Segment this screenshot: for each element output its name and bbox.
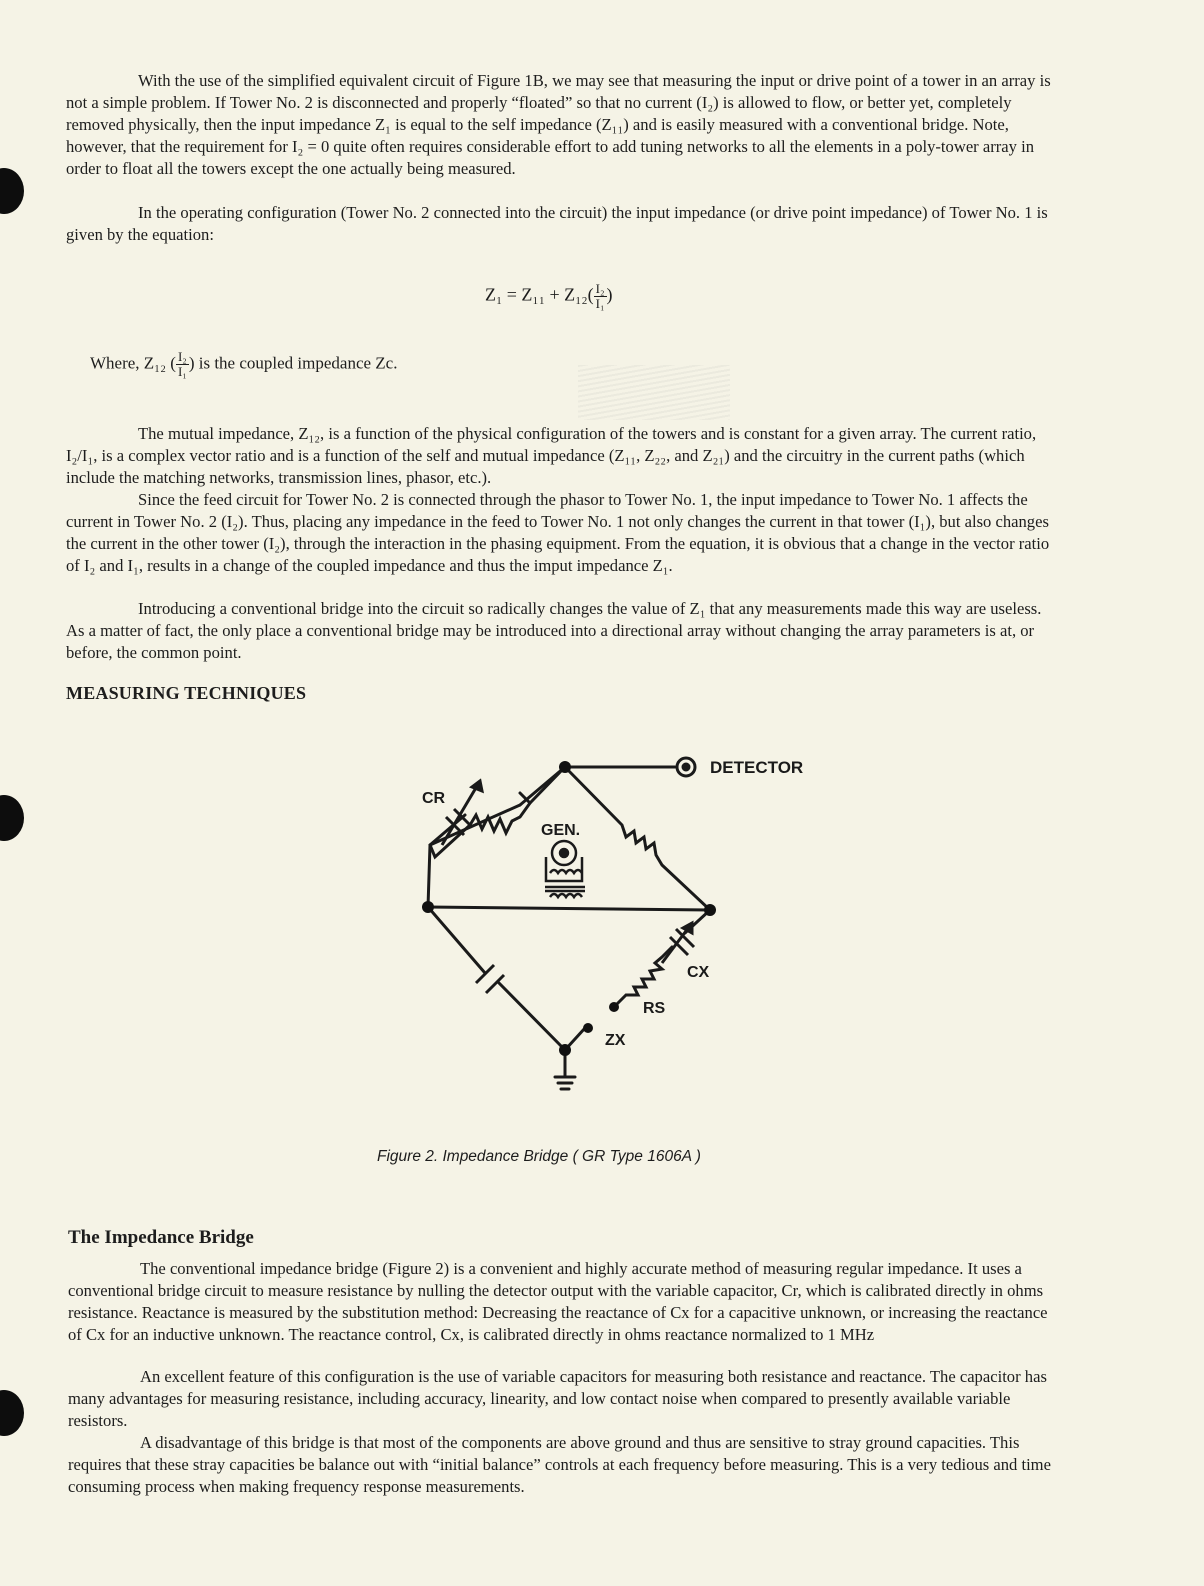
intro-paragraph-2: In the operating configuration (Tower No. 2 connected into the circuit) the input impedance (or drive point impedance) of Tower No. 1 is given by the equation: bbox=[66, 203, 1048, 244]
paper-smudge bbox=[578, 365, 730, 420]
zx-label: ZX bbox=[605, 1032, 626, 1049]
bridge-paragraph-3: A disadvantage of this bridge is that most of the components are above ground and thus are sensitive to stray ground capacities. This requires that these stray capacities be balance out with “initial balance” controls at each frequency before measuring. This is a very tedious and time consuming process when making frequency response measurements. bbox=[68, 1433, 1051, 1496]
figure-caption: Figure 2. Impedance Bridge ( GR Type 1606A ) bbox=[377, 1148, 701, 1165]
mutual-impedance-paragraph: The mutual impedance, Z₁₂, is a function of the physical configuration of the towers and is constant for a given array. The current ratio, I₂/I₁, is a complex vector ratio and is a function of the self and mutual impedance (Z₁₁, Z₂₂, and Z₂₁) and the circuitry in the current paths (which include the matching networks, transmission lines, phasor, etc.). bbox=[66, 424, 1037, 487]
gen-label: GEN. bbox=[541, 822, 581, 839]
punch-hole-top bbox=[0, 168, 24, 214]
detector-label: DETECTOR bbox=[710, 758, 804, 777]
feed-circuit-paragraph: Since the feed circuit for Tower No. 2 is connected through the phasor to Tower No. 1, the input impedance to Tower No. 1 affects the current in Tower No. 2 (I₂). Thus, placing any impedance in the feed to Tower No. 1 not only changes the current in that tower (I₁), but also changes the current in the other tower (I₂), through the interaction in the phasing equipment. From the equation, it is obvious that a change in the vector ratio of I₂ and I₁, results in a change of the coupled impedance and thus the imput impedance Z₁. bbox=[66, 490, 1050, 575]
cx-label: CX bbox=[687, 964, 710, 981]
intro-paragraph-1: With the use of the simplified equivalent circuit of Figure 1B, we may see that measuring the input or drive point of a tower in an array is not a simple problem. If Tower No. 2 is disconnected and properly “floated” so that no current (I₂) is allowed to flow, or better yet, completely removed physically, then the input impedance Z₁ is equal to the self impedance (Z₁₁) and is easily measured with a conventional bridge. Note, however, that the requirement for I₂ = 0 quite often requires considerable effort to add tuning networks to all the elements in a poly-tower array in order to float all the towers except the one actually being measured. bbox=[66, 71, 1051, 178]
main-equation: Z₁ = Z₁₁ + Z₁₂( $\frac{\text{I₂}}{\text{I₁}}$ ) bbox=[485, 281, 613, 311]
punch-hole-middle bbox=[0, 795, 24, 841]
section-heading: MEASURING TECHNIQUES bbox=[66, 683, 307, 703]
bridge-paragraph-2: An excellent feature of this configuration is the use of variable capacitors for measuring both resistance and reactance. The capacitor has many advantages for measuring resistance, including accuracy, linearity, and low contact noise when compared to presently available variable resistors. bbox=[68, 1367, 1047, 1430]
cr-label: CR bbox=[422, 790, 446, 807]
rs-label: RS bbox=[643, 1000, 666, 1017]
subsection-heading: The Impedance Bridge bbox=[68, 1227, 254, 1248]
where-line: Where, Z₁₂ ( $\frac{\text{I₂}}{\text{I₁}}$ ) is the coupled impedance Zc. bbox=[90, 349, 398, 379]
bridge-paragraph-1: The conventional impedance bridge (Figure 2) is a convenient and highly accurate method of measuring regular impedance. It uses a conventional bridge circuit to measure resistance by nulling the detector output with the variable capacitor, Cr, which is calibrated directly in ohms resistance. Reactance is measured by the substitution method: Decreasing the reactance of Cx for a capacitive unknown, or increasing the reactance of Cx for an inductive unknown. The reactance control, Cx, is calibrated directly in ohms reactance normalized to 1 MHz bbox=[68, 1259, 1048, 1344]
conventional-bridge-paragraph: Introducing a conventional bridge into the circuit so radically changes the value of Z₁ that any measurements made this way are useless. As a matter of fact, the only place a conventional bridge may be introduced into a directional array without changing the array parameters is at, or before, the common point. bbox=[66, 599, 1042, 662]
impedance-bridge-diagram bbox=[400, 745, 840, 1095]
punch-hole-bottom bbox=[0, 1390, 24, 1436]
